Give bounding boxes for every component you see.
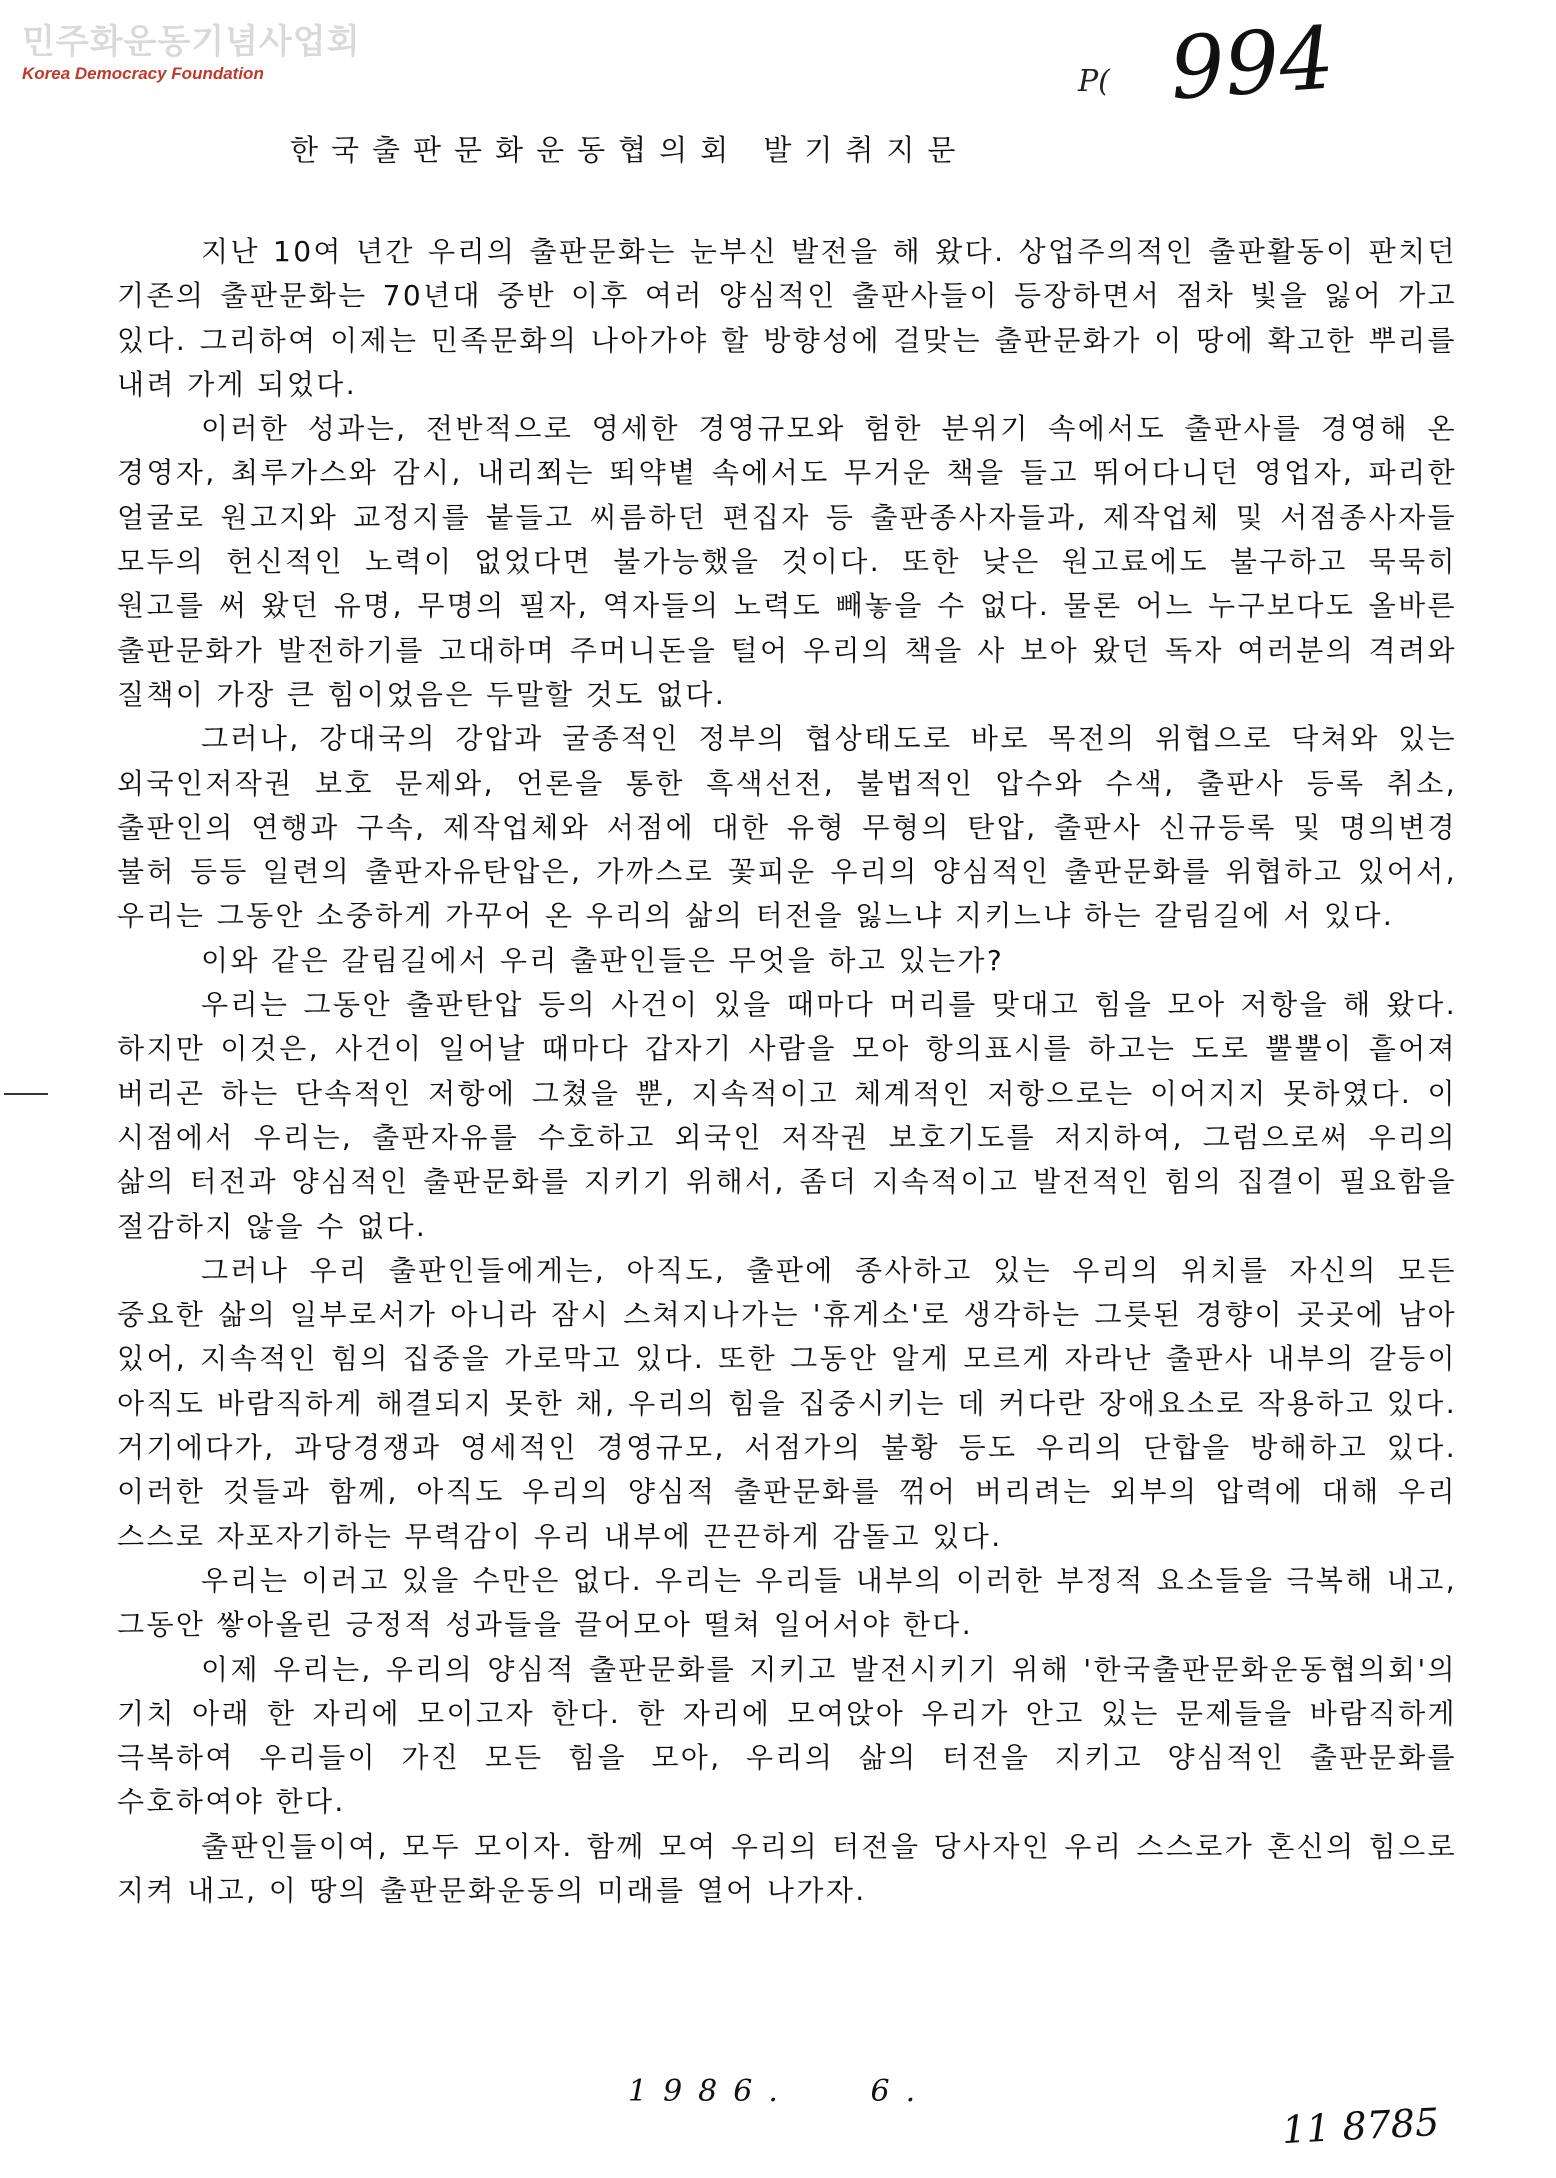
paragraph-8: 이제 우리는, 우리의 양심적 출판문화를 지키고 발전시키기 위해 '한국출판문화운동협의회'의 기치 아래 한 자리에 모이고자 한다. 한 자리에 모여앉아 우리가 안고 있는 문제들을 바람직하게 극복하여 우리들이 가진 모든 힘을 모아, 우리의 삶의 터전을 지키고 양심적인 출판문화를 수호하여야 한다. [117, 1652, 1457, 1819]
paragraph-3: 그러나, 강대국의 강압과 굴종적인 정부의 협상태도로 바로 목전의 위협으로 닥쳐와 있는 외국인저작권 보호 문제와, 언론을 통한 흑색선전, 불법적인 압수와 수색, 출판사 등록 취소, 출판인의 연행과 구속, 제작업체와 서점에 대한 유형 무형의 탄압, 출판사 신규등록 및 명의변경 불허 등등 일련의 출판자유탄압은, 가까스로 꽃피운 우리의 양심적인 출판문화를 위협하고 있어서, 우리는 그동안 소중하게 가꾸어 온 우리의 삶의 터전을 잃느냐 지키느냐 하는 갈림길에 서 있다. [117, 722, 1457, 933]
paragraph-2: 이러한 성과는, 전반적으로 영세한 경영규모와 험한 분위기 속에서도 출판사를 경영해 온 경영자, 최루가스와 감시, 내리쬐는 뙤약볕 속에서도 무거운 책을 들고 뛰어다니던 영업자, 파리한 얼굴로 원고지와 교정지를 붙들고 씨름하던 편집자 등 출판종사자들과, 제작업체 및 서점종사자들 모두의 헌신적인 노력이 없었다면 불가능했을 것이다. 또한 낮은 원고료에도 불구하고 묵묵히 원고를 써 왔던 유명, 무명의 필자, 역자들의 노력도 빼놓을 수 없다. 물론 어느 누구보다도 올바른 출판문화가 발전하기를 고대하며 주머니돈을 털어 우리의 책을 사 보아 왔던 독자 여러분의 격려와 질책이 가장 큰 힘이었음은 두말할 것도 없다. [117, 412, 1457, 711]
paragraph-1: 지난 10여 년간 우리의 출판문화는 눈부신 발전을 해 왔다. 상업주의적인 출판활동이 판치던 기존의 출판문화는 70년대 중반 이후 여러 양심적인 출판사들이 등장하면서 점차 빛을 잃어 가고 있다. 그리하여 이제는 민족문화의 나아가야 할 방향성에 걸맞는 출판문화가 이 땅에 확고한 뿌리를 내려 가게 되었다. [117, 235, 1457, 401]
margin-mark [4, 1093, 48, 1095]
document-body [117, 230, 1457, 1913]
paragraph-6: 그러나 우리 출판인들에게는, 아직도, 출판에 종사하고 있는 우리의 위치를 자신의 모든 중요한 삶의 일부로서가 아니라 잠시 스쳐지나가는 '휴게소'로 생각하는 그릇된 경향이 곳곳에 남아 있어, 지속적인 힘의 집중을 가로막고 있다. 또한 그동안 알게 모르게 자라난 출판사 내부의 갈등이 아직도 바람직하게 해결되지 못한 채, 우리의 힘을 집중시키는 데 커다란 장애요소로 작용하고 있다. 거기에다가, 과당경쟁과 영세적인 경영규모, 서점가의 불황 등도 우리의 단합을 방해하고 있다. 이러한 것들과 함께, 아직도 우리의 양심적 출판문화를 꺾어 버리려는 외부의 압력에 대해 우리 스스로 자포자기하는 무력감이 우리 내부에 끈끈하게 감돌고 있다. [117, 1253, 1457, 1553]
document-id-number: 11 8785 [1280, 2099, 1441, 2153]
paragraph-9: 출판인들이여, 모두 모이자. 함께 모여 우리의 터전을 당사자인 우리 스스로가 혼신의 힘으로 지켜 내고, 이 땅의 출판문화운동의 미래를 열어 나가자. [117, 1829, 1457, 1907]
handwritten-prefix: P( [1078, 64, 1110, 99]
document-date: 1986. 6. [628, 2074, 932, 2109]
paragraph-5: 우리는 그동안 출판탄압 등의 사건이 있을 때마다 머리를 맞대고 힘을 모아 저항을 해 왔다. 하지만 이것은, 사건이 일어날 때마다 갑자기 사람을 모아 항의표시를 하고는 도로 뿔뿔이 흩어져 버리곤 하는 단속적인 저항에 그쳤을 뿐, 지속적이고 체계적인 저항으로는 이어지지 못하였다. 이 시점에서 우리는, 출판자유를 수호하고 외국인 저작권 보호기도를 저지하여, 그럼으로써 우리의 삶의 터전과 양심적인 출판문화를 지키기 위해서, 좀더 지속적이고 발전적인 힘의 집결이 필요함을 절감하지 않을 수 없다. [117, 988, 1457, 1243]
paragraph-4: 이와 같은 갈림길에서 우리 출판인들은 무엇을 하고 있는가? [201, 943, 1005, 977]
paragraph-7: 우리는 이러고 있을 수만은 없다. 우리는 우리들 내부의 이러한 부정적 요소들을 극복해 내고, 그동안 쌓아올린 긍정적 성과들을 끌어모아 떨쳐 일어서야 한다. [117, 1563, 1457, 1642]
watermark-english: Korea Democracy Foundation [22, 64, 264, 83]
handwritten-page-number: 994 [1166, 8, 1338, 120]
document-title: 한국출판문화운동협의회 발기취지문 [290, 133, 969, 167]
foundation-watermark [22, 22, 360, 84]
watermark-korean: 민주화운동기념사업회 [22, 22, 361, 62]
